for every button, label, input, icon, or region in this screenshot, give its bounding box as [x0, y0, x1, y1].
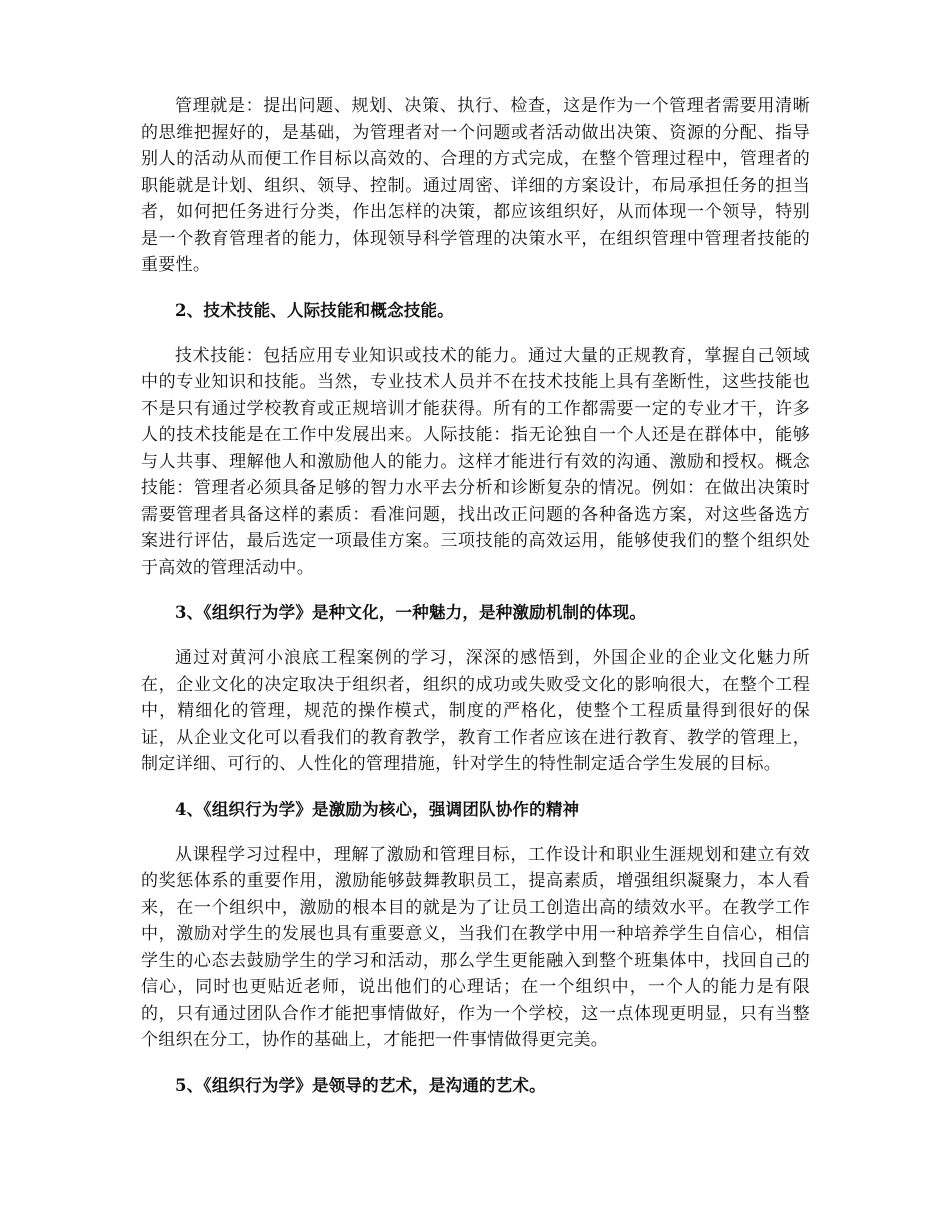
- section-heading-3: 3、《组织行为学》是种文化，一种魅力，是种激励机制的体现。: [175, 603, 647, 622]
- section-heading-4: 4、《组织行为学》是激励为核心，强调团队协作的精神: [175, 799, 580, 819]
- paragraph-4: 从课程学习过程中，理解了激励和管理目标，工作设计和职业生涯规划和建立有效的奖惩体系的重要作用，激励能够鼓舞教职员工，提高素质，增强组织凝聚力，本人看来，在一个组织中，激励的根本目的就是为了让员工创造出高的绩效水平。在教学工作中，激励对学生的发展也具有重要意义，当我们在教学中用一种培养学生自信心，相信学生的心态去鼓励学生的学习和活动，那么学生更能融入到整个班集体中，找回自己的信心，同时也更贴近老师，说出他们的心理话；在一个组织中，一个人的能力是有限的，只有通过团队合作才能把事情做好，作为一个学校，这一点体现更明显，只有当整个组织在分工，协作的基础上，才能把一件事情做得更完美。: [141, 844, 810, 1050]
- document-page: [141, 93, 810, 1099]
- paragraph-3: 通过对黄河小浪底工程案例的学习，深深的感悟到，外国企业的企业文化魅力所在，企业文化的决定取决于组织者，组织的成功或失败受文化的影响很大，在整个工程中，精细化的管理，规范的操作模式，制度的严格化，使整个工程质量得到很好的保证，从企业文化可以看我们的教育教学，教育工作者应该在进行教育、教学的管理上，制定详细、可行的、人性化的管理措施，针对学生的特性制定适合学生发展的目标。: [141, 648, 810, 774]
- paragraph-intro: 管理就是：提出问题、规划、决策、执行、检查，这是作为一个管理者需要用清晰的思维把握好的，是基础，为管理者对一个问题或者活动做出决策、资源的分配、指导别人的活动从而便工作目标以高效的、合理的方式完成，在整个管理过程中，管理者的职能就是计划、组织、领导、控制。通过周密、详细的方案设计，布局承担任务的担当者，如何把任务进行分类，作出怎样的决策，都应该组织好，从而体现一个领导，特别是一个教育管理者的能力，体现领导科学管理的决策水平，在组织管理中管理者技能的重要性。: [141, 96, 810, 275]
- section-heading-2: 2、技术技能、人际技能和概念技能。: [175, 300, 454, 320]
- section-heading-5: 5、《组织行为学》是领导的艺术，是沟通的艺术。: [175, 1075, 546, 1095]
- paragraph-2: 技术技能：包括应用专业知识或技术的能力。通过大量的正规教育，掌握自己领域中的专业知识和技能。当然，专业技术人员并不在技术技能上具有垄断性，这些技能也不是只有通过学校教育或正规培训才能获得。所有的工作都需要一定的专业才干，许多人的技术技能是在工作中发展出来。人际技能：指无论独自一个人还是在群体中，能够与人共事、理解他人和激励他人的能力。这样才能进行有效的沟通、激励和授权。概念技能：管理者必须具备足够的智力水平去分析和诊断复杂的情况。例如：在做出决策时需要管理者具备这样的素质：看准问题，找出改正问题的各种备选方案，对这些备选方案进行评估，最后选定一项最佳方案。三项技能的高效运用，能够使我们的整个组织处于高效的管理活动中。: [141, 345, 810, 578]
